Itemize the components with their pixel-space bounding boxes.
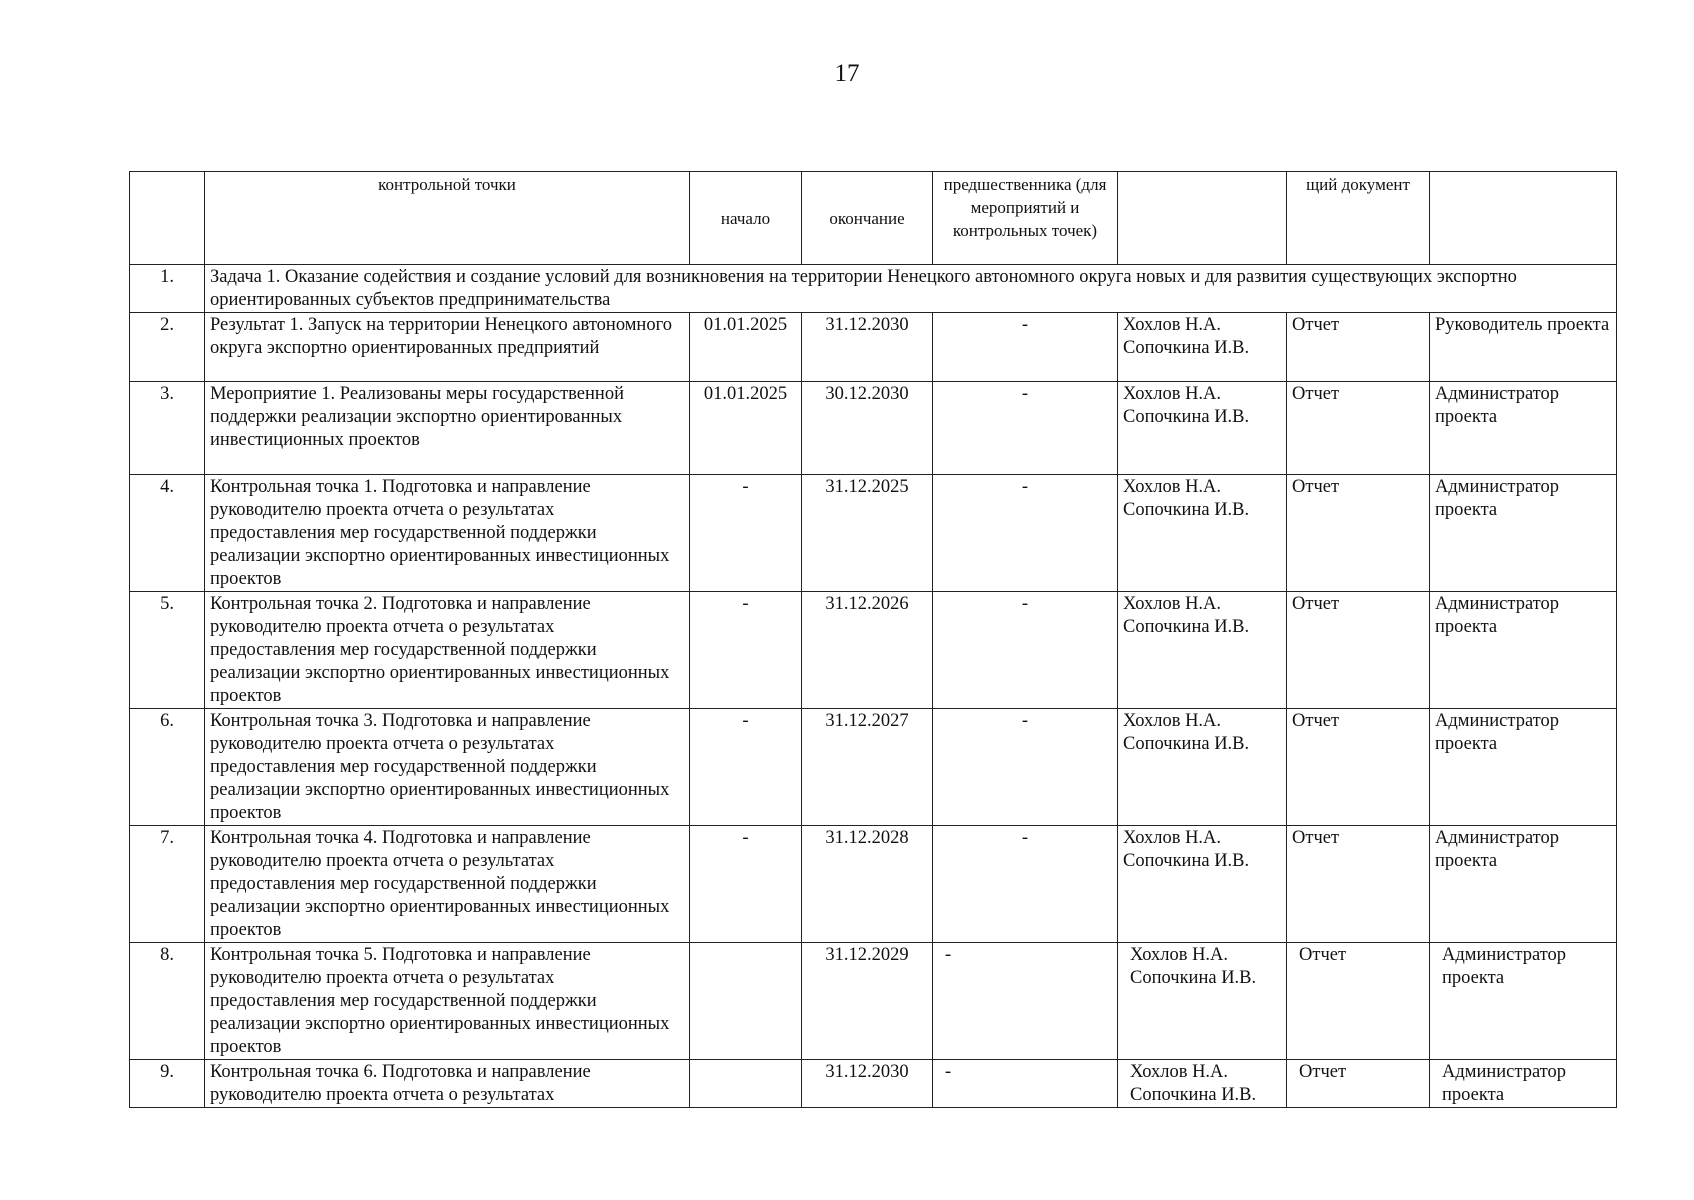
- row-title: Контрольная точка 1. Подготовка и направление руководителю проекта отчета о результатах предоставления мер государственной поддержки реализации экспортно ориентированных инвестиционных проектов: [205, 475, 690, 592]
- table-row: [130, 709, 1617, 826]
- header-start-cell: начало: [690, 172, 802, 265]
- row-predecessor: -: [933, 1060, 1118, 1108]
- row-predecessor: -: [933, 592, 1118, 709]
- row-document: Отчет: [1287, 592, 1430, 709]
- row-predecessor: -: [933, 313, 1118, 382]
- row-end-date: 31.12.2029: [802, 943, 933, 1060]
- header-responsible-cell: [1118, 172, 1287, 265]
- table-row: [130, 265, 1617, 313]
- header-predecessor-cell: предшественника (для мероприятий и контрольных точек): [933, 172, 1118, 265]
- row-document: Отчет: [1287, 709, 1430, 826]
- row-responsible: Хохлов Н.А. Сопочкина И.В.: [1118, 313, 1287, 382]
- row-end-date: 30.12.2030: [802, 382, 933, 475]
- row-start-date: -: [690, 592, 802, 709]
- task-title: Задача 1. Оказание содействия и создание условий для возникновения на территории Ненецкого автономного округа новых и для развития существующих экспортно ориентированных субъектов предпринимательства: [205, 265, 1617, 313]
- row-level: Администратор проекта: [1430, 382, 1617, 475]
- row-predecessor: -: [933, 382, 1118, 475]
- page-number: 17: [834, 60, 860, 87]
- row-number: 3.: [130, 382, 205, 475]
- row-end-date: 31.12.2030: [802, 1060, 933, 1108]
- row-level: Администратор проекта: [1430, 826, 1617, 943]
- row-document: Отчет: [1287, 382, 1430, 475]
- table-row: [130, 592, 1617, 709]
- header-num-cell: [130, 172, 205, 265]
- row-title: Контрольная точка 2. Подготовка и направление руководителю проекта отчета о результатах предоставления мер государственной поддержки реализации экспортно ориентированных инвестиционных проектов: [205, 592, 690, 709]
- row-start-date: [690, 943, 802, 1060]
- row-level: Администратор проекта: [1430, 709, 1617, 826]
- row-title: Контрольная точка 6. Подготовка и направление руководителю проекта отчета о результатах: [205, 1060, 690, 1108]
- row-start-date: 01.01.2025: [690, 382, 802, 475]
- header-level-cell: [1430, 172, 1617, 265]
- row-end-date: 31.12.2030: [802, 313, 933, 382]
- row-predecessor: -: [933, 709, 1118, 826]
- row-number: 7.: [130, 826, 205, 943]
- row-number: 8.: [130, 943, 205, 1060]
- table-header-row: [130, 172, 1617, 265]
- row-predecessor: -: [933, 475, 1118, 592]
- row-number: 4.: [130, 475, 205, 592]
- row-document: Отчет: [1287, 313, 1430, 382]
- table-row: [130, 313, 1617, 382]
- row-end-date: 31.12.2028: [802, 826, 933, 943]
- row-level: Администратор проекта: [1430, 475, 1617, 592]
- table-row: [130, 1060, 1617, 1108]
- row-number: 6.: [130, 709, 205, 826]
- row-responsible: Хохлов Н.А. Сопочкина И.В.: [1118, 382, 1287, 475]
- row-level: Администратор проекта: [1430, 943, 1617, 1060]
- table-row: [130, 826, 1617, 943]
- row-document: Отчет: [1287, 826, 1430, 943]
- header-end-cell: окончание: [802, 172, 933, 265]
- row-end-date: 31.12.2027: [802, 709, 933, 826]
- row-level: Руководитель проекта: [1430, 313, 1617, 382]
- row-document: Отчет: [1287, 475, 1430, 592]
- row-start-date: -: [690, 709, 802, 826]
- row-start-date: -: [690, 826, 802, 943]
- row-title: Контрольная точка 5. Подготовка и направление руководителю проекта отчета о результатах предоставления мер государственной поддержки реализации экспортно ориентированных инвестиционных проектов: [205, 943, 690, 1060]
- header-name-cell: контрольной точки: [205, 172, 690, 265]
- row-end-date: 31.12.2026: [802, 592, 933, 709]
- row-number: 2.: [130, 313, 205, 382]
- row-title: Результат 1. Запуск на территории Ненецкого автономного округа экспортно ориентированных предприятий: [205, 313, 690, 382]
- row-responsible: Хохлов Н.А. Сопочкина И.В.: [1118, 943, 1287, 1060]
- header-document-cell: щий документ: [1287, 172, 1430, 265]
- row-level: Администратор проекта: [1430, 592, 1617, 709]
- row-responsible: Хохлов Н.А. Сопочкина И.В.: [1118, 709, 1287, 826]
- row-level: Администратор проекта: [1430, 1060, 1617, 1108]
- row-start-date: 01.01.2025: [690, 313, 802, 382]
- row-start-date: [690, 1060, 802, 1108]
- row-end-date: 31.12.2025: [802, 475, 933, 592]
- table-row: [130, 943, 1617, 1060]
- row-number: 5.: [130, 592, 205, 709]
- row-title: Контрольная точка 4. Подготовка и направление руководителю проекта отчета о результатах предоставления мер государственной поддержки реализации экспортно ориентированных инвестиционных проектов: [205, 826, 690, 943]
- table-row: [130, 475, 1617, 592]
- row-number: 9.: [130, 1060, 205, 1108]
- row-responsible: Хохлов Н.А. Сопочкина И.В.: [1118, 826, 1287, 943]
- row-document: Отчет: [1287, 1060, 1430, 1108]
- row-number: 1.: [130, 265, 205, 313]
- row-title: Мероприятие 1. Реализованы меры государственной поддержки реализации экспортно ориентированных инвестиционных проектов: [205, 382, 690, 475]
- row-document: Отчет: [1287, 943, 1430, 1060]
- row-responsible: Хохлов Н.А. Сопочкина И.В.: [1118, 475, 1287, 592]
- row-responsible: Хохлов Н.А. Сопочкина И.В.: [1118, 592, 1287, 709]
- row-predecessor: -: [933, 826, 1118, 943]
- row-responsible: Хохлов Н.А. Сопочкина И.В.: [1118, 1060, 1287, 1108]
- row-title: Контрольная точка 3. Подготовка и направление руководителю проекта отчета о результатах предоставления мер государственной поддержки реализации экспортно ориентированных инвестиционных проектов: [205, 709, 690, 826]
- table-row: [130, 382, 1617, 475]
- row-predecessor: -: [933, 943, 1118, 1060]
- project-plan-table: [129, 171, 1617, 1108]
- row-start-date: -: [690, 475, 802, 592]
